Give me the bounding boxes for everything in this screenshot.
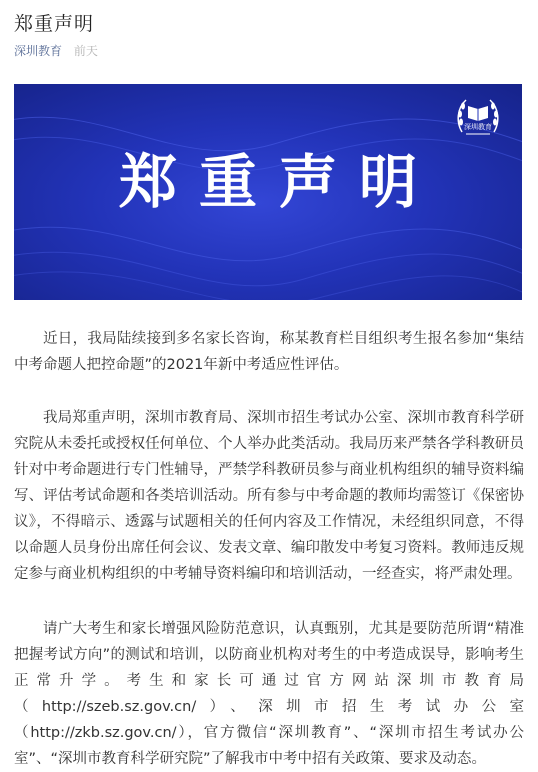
laurel-book-icon	[452, 92, 504, 144]
banner-heading: 郑重声明	[118, 148, 439, 216]
paragraph-1: 近日，我局陆续接到多名家长咨询，称某教育栏目组织考生报名参加“集结中考命题人把控命题”的2021年新中考适应性评估。	[14, 331, 524, 373]
account-name-link[interactable]: 深圳教育	[14, 44, 63, 58]
logo-text: 深圳教育	[464, 123, 492, 131]
paragraph-2: 我局郑重声明，深圳市教育局、深圳市招生考试办公室、深圳市教育科学研究院从未委托或授权任何单位、个人举办此类活动。我局历来严禁各学科教研员针对中考命题进行专门性辅导，严禁学科教研员参与商业机构组织的辅导资料编写、评估考试命题和各类培训活动。所有参与中考命题的教师均需签订《保密协议》，不得暗示、透露与试题相关的任何内容及工作情况，未经组织同意，不得以命题人员身份出席任何会议、发表文章、编印散发中考复习资料。教师违反规定参与商业机构组织的中考辅导资料编印和培训活动，一经查实，将严肃处理。	[14, 410, 524, 582]
paragraph-3: 请广大考生和家长增强风险防范意识，认真甄别，尤其是要防范所谓“精准把握考试方向”的测试和培训，以防商业机构对考生的中考造成误导，影响考生正常升学。考生和家长可通过官方网站深圳市教育局（http://szeb.sz.gov.cn/）、深圳市招生考试办公室（http://zkb.sz.gov.cn/），官方微信“深圳教育”、“深圳市招生考试办公室”、“深圳市教育科学研究院”了解我市中考中招有关政策、要求及动态。	[14, 621, 524, 767]
shenzhen-education-logo	[452, 92, 504, 144]
article-title: 郑重声明	[14, 13, 95, 35]
article-meta	[14, 42, 98, 60]
publish-time: 前天	[73, 44, 98, 58]
banner-image	[14, 84, 522, 300]
